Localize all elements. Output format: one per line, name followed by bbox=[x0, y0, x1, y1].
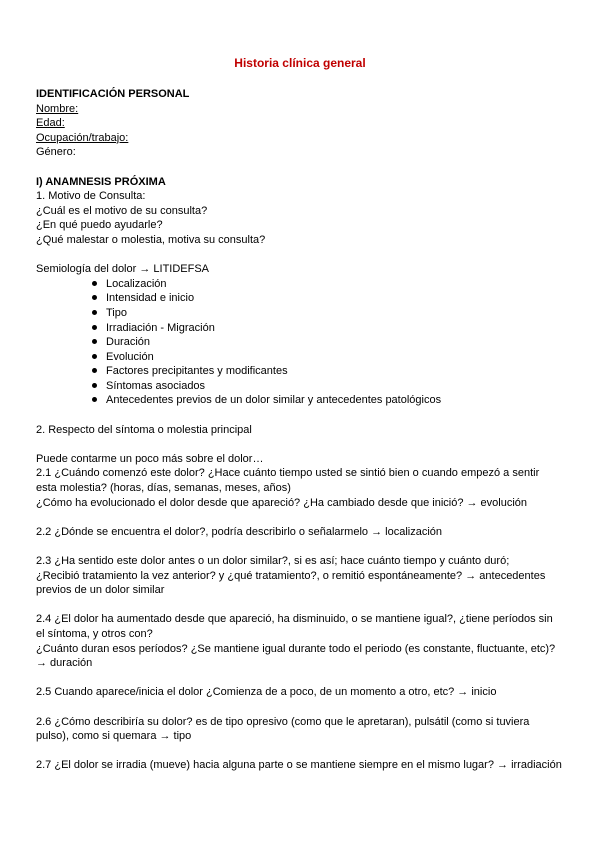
section-2-6: 2.6 ¿Cómo describiría su dolor? es de tipo opresivo (como que le apretaran), pulsátil (como si tuviera bbox=[36, 715, 530, 728]
section-2-1: 2.1 ¿Cuándo comenzó este dolor? ¿Hace cuánto tiempo usted se sintió bien o cuando empezó a sentir bbox=[36, 467, 540, 480]
section-2-2: 2.2 ¿Dónde se encuentra el dolor?, podría describirlo o señalarmelo → localización bbox=[36, 525, 443, 538]
section-2-1: ¿Cómo ha evolucionado el dolor desde que apareció? ¿Ha cambiado desde que inició? → evolución bbox=[36, 496, 528, 509]
bullet-icon bbox=[92, 368, 97, 373]
bullet-icon bbox=[92, 383, 97, 388]
semiologia-line: Semiología del dolor → LITIDEFSA bbox=[36, 263, 210, 276]
document-body bbox=[36, 87, 566, 773]
list-item: Tipo bbox=[92, 306, 566, 321]
section-2-1: esta molestia? (horas, días, semanas, meses, años) bbox=[36, 482, 291, 495]
section-2-6: pulso), como si quemara → tipo bbox=[36, 730, 192, 743]
anamnesis-heading: I) ANAMNESIS PRÓXIMA bbox=[36, 175, 166, 188]
section-2-5: 2.5 Cuando aparece/inicia el dolor ¿Comienza de a poco, de un momento a otro, etc? → inicio bbox=[36, 686, 497, 699]
field-edad: Edad: bbox=[36, 117, 65, 130]
field-genero: Género: bbox=[36, 146, 76, 159]
section-2-4: ¿Cuánto duran esos períodos? ¿Se mantiene igual durante todo el periodo (es constante, fluctuante, etc)? bbox=[36, 642, 556, 655]
list-item: Irradiación - Migración bbox=[92, 321, 566, 336]
question: ¿Cuál es el motivo de su consulta? bbox=[36, 204, 208, 217]
section-2-4: 2.4 ¿El dolor ha aumentado desde que apareció, ha disminuido, o se mantiene igual?, ¿tiene períodos sin bbox=[36, 613, 553, 626]
respecto-title: 2. Respecto del síntoma o molestia principal bbox=[36, 423, 252, 436]
list-item: Síntomas asociados bbox=[92, 379, 566, 394]
list-item: Localización bbox=[92, 277, 566, 292]
list-item: Antecedentes previos de un dolor similar y antecedentes patológicos bbox=[92, 393, 566, 408]
section-2-3: previos de un dolor similar bbox=[36, 584, 165, 597]
list-item: Evolución bbox=[92, 350, 566, 365]
bullet-icon bbox=[92, 397, 97, 402]
bullet-icon bbox=[92, 325, 97, 330]
document-title: Historia clínica general bbox=[234, 56, 366, 70]
section-2-4: → duración bbox=[36, 657, 93, 670]
section-2-4: el síntoma, y otros con? bbox=[36, 627, 153, 640]
litidefsa-list bbox=[36, 277, 566, 408]
puede-line: Puede contarme un poco más sobre el dolor… bbox=[36, 452, 264, 465]
motivo-title: 1. Motivo de Consulta: bbox=[36, 190, 146, 203]
bullet-icon bbox=[92, 339, 97, 344]
bullet-icon bbox=[92, 295, 97, 300]
question: ¿En qué puedo ayudarle? bbox=[36, 219, 163, 232]
list-item: Intensidad e inicio bbox=[92, 291, 566, 306]
identification-heading: IDENTIFICACIÓN PERSONAL bbox=[36, 88, 190, 100]
list-item: Duración bbox=[92, 335, 566, 350]
bullet-icon bbox=[92, 281, 97, 286]
bullet-icon bbox=[92, 310, 97, 315]
section-2-3: ¿Recibió tratamiento la vez anterior? y ¿qué tratamiento?, o remitió espontáneamente? → antecedentes bbox=[36, 569, 546, 582]
list-item: Factores precipitantes y modificantes bbox=[92, 364, 566, 379]
question: ¿Qué malestar o molestia, motiva su consulta? bbox=[36, 233, 266, 246]
bullet-icon bbox=[92, 354, 97, 359]
field-ocupacion: Ocupación/trabajo: bbox=[36, 131, 129, 144]
section-2-3: 2.3 ¿Ha sentido este dolor antes o un dolor similar?, si es así; hace cuánto tiempo y cuánto duró; bbox=[36, 555, 510, 567]
section-2-7: 2.7 ¿El dolor se irradia (mueve) hacia alguna parte o se mantiene siempre en el mismo lugar? → irradiación bbox=[36, 759, 562, 772]
field-nombre: Nombre: bbox=[36, 102, 79, 115]
